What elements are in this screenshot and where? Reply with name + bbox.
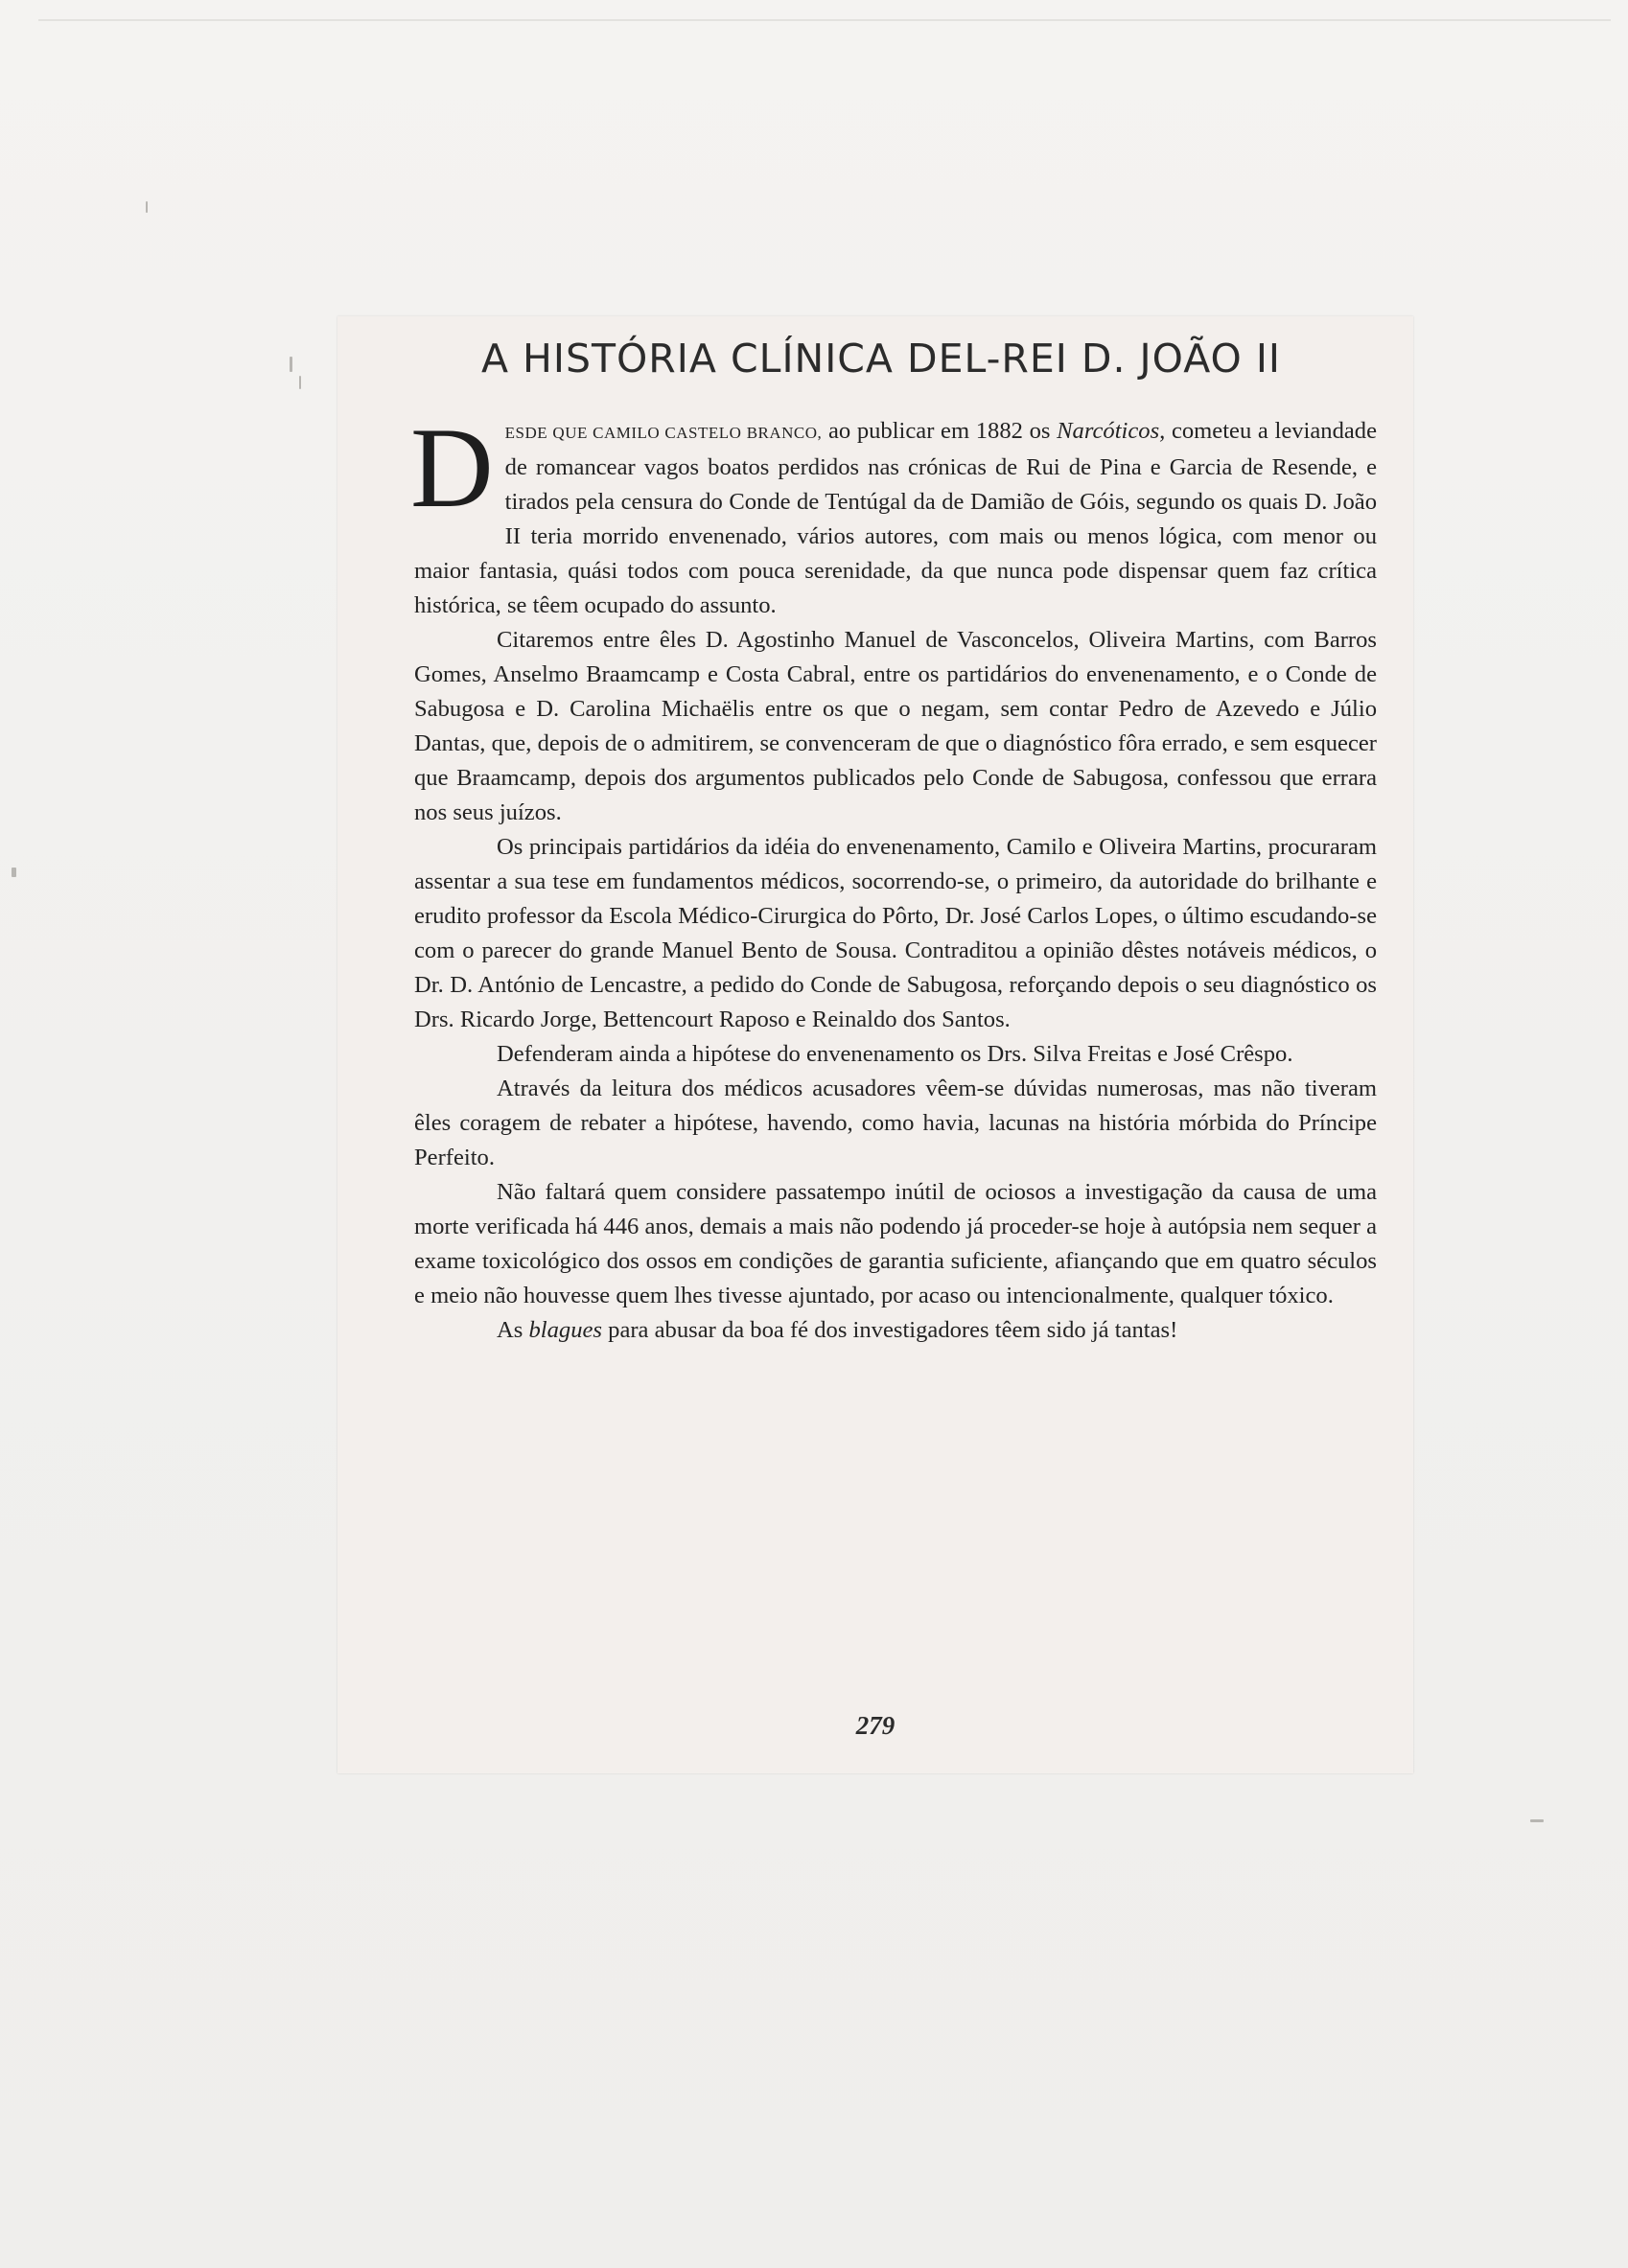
paragraph-5: Através da leitura dos médicos acusadores vêem-se dúvidas numerosas, mas não tiveram êles coragem de rebater a hipótese, havendo, como havia, lacunas na história mórbida do Príncipe Perfeito. xyxy=(414,1076,1377,1170)
paragraph-text: para abusar da boa fé dos investigadores têem sido já tantas! xyxy=(602,1317,1178,1343)
page-number: 279 xyxy=(855,1711,895,1740)
paragraph-text: ao publicar em 1882 os xyxy=(822,418,1058,444)
paragraph-2: Citaremos entre êles D. Agostinho Manuel de Vasconcelos, Oliveira Martins, com Barros Gomes, Anselmo Braamcamp e Costa Cabral, entre os partidários do envenenamento, e o Conde de Sabugosa e D. Carolina Michaëlis entre os que o negam, sem contar Pedro de Azevedo e Júlio Dantas, que, depois de o admitirem, se convenceram de que o diagnóstico fôra errado, e sem esquecer que Braamcamp, depois dos argumentos publicados pelo Conde de Sabugosa, confessou que errara nos seus juízos. xyxy=(414,627,1377,825)
paragraph-3: Os principais partidários da idéia do envenenamento, Camilo e Oliveira Martins, procuraram assentar a sua tese em fundamentos médicos, socorrendo-se, o primeiro, da autoridade do brilhante e erudito professor da Escola Médico-Cirurgica do Pôrto, Dr. José Carlos Lopes, o último escudando-se com o parecer do grande Manuel Bento de Sousa. Contraditou a opinião dêstes notáveis médicos, o Dr. D. António de Lencastre, a pedido do Conde de Sabugosa, reforçando depois o seu diagnóstico os Drs. Ricardo Jorge, Bettencourt Raposo e Reinaldo dos Santos. xyxy=(414,834,1377,1032)
article-clipping xyxy=(337,316,1413,1773)
paragraph-4: Defenderam ainda a hipótese do envenenamento os Drs. Silva Freitas e José Crêspo. xyxy=(497,1041,1293,1067)
italic-title: Narcóticos, xyxy=(1057,418,1166,444)
scan-speck xyxy=(146,201,148,213)
article-title: A HISTÓRIA CLÍNICA DEL-REI D. JOÃO II xyxy=(480,336,1282,382)
scan-speck xyxy=(290,357,292,372)
paragraph-1 xyxy=(410,404,1377,623)
paragraph-text: cometeu a leviandade de romancear vagos boatos perdidos nas crónicas de Rui de Pina e Garcia de Resende, e tirados pela censura do Conde de Tentúgal da de Damião de Góis, segundo os quais D. João II teria morrido envenenado, vários autores, com mais ou menos lógica, com menor ou maior fantasia, quási todos com pouca serenidade, da que nunca pode dispensar quem faz crítica histórica, se têem ocupado do assunto. xyxy=(414,418,1377,618)
article-body xyxy=(410,404,1377,1348)
paragraph-text: As xyxy=(497,1317,529,1343)
drop-cap: D xyxy=(410,404,494,531)
scan-speck xyxy=(1530,1819,1544,1822)
scan-speck xyxy=(12,868,16,877)
page-edge xyxy=(38,19,1611,21)
paragraph-6: Não faltará quem considere passatempo inútil de ociosos a investigação da causa de uma morte verificada há 446 anos, demais a mais não podendo já proceder-se hoje à autópsia nem sequer a exame toxicológico dos ossos em condições de garantia suficiente, afiançando que em quatro séculos e meio não houvesse quem lhes tivesse ajuntado, por acaso ou intencionalmente, qualquer tóxico. xyxy=(414,1179,1377,1308)
lead-in-small-caps: ESDE QUE CAMILO CASTELO BRANCO, xyxy=(504,424,823,442)
italic-word: blagues xyxy=(528,1317,602,1343)
scan-speck xyxy=(299,376,301,389)
paragraph-7 xyxy=(414,1313,1377,1348)
